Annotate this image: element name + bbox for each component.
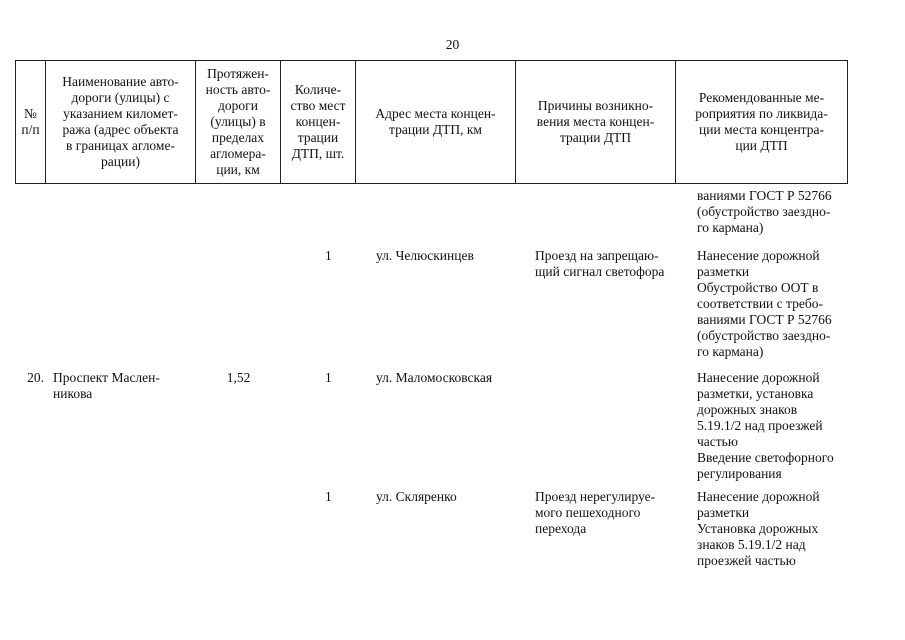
- header-accident-count: Количе- ство мест концен- трации ДТП, шт.: [281, 61, 356, 184]
- row-number: 20.: [27, 370, 44, 385]
- header-recommended-measures: Рекомендованные ме- роприятия по ликвида- ции места концентра- ции ДТП: [676, 61, 848, 184]
- continuation-text: ваниями ГОСТ Р 52766 (обустройство заездно- го кармана): [697, 188, 832, 235]
- header-road-name: Наименование авто- дороги (улицы) с указанием километ- ража (адрес объекта в границах агломе- рации): [46, 61, 196, 184]
- page-number: 20: [445, 37, 460, 52]
- header-number: № п/п: [16, 61, 46, 184]
- header-road-length: Протяжен- ность авто- дороги (улицы) в пределах агломера- ции, км: [196, 61, 281, 184]
- accident-cause: Проезд на запрещаю- щий сигнал светофора: [535, 248, 665, 279]
- road-length: 1,52: [226, 370, 251, 385]
- recommended-measures: Нанесение дорожной разметки, установка дорожных знаков 5.19.1/2 над проезжей частью Введение светофорного регулирования: [697, 370, 834, 481]
- accident-count: 1: [325, 248, 332, 263]
- accident-count: 1: [325, 489, 332, 504]
- accident-address: ул. Маломосковская: [376, 370, 493, 385]
- table-header: [15, 60, 848, 184]
- header-accident-causes: Причины возникно- вения места концен- трации ДТП: [516, 61, 676, 184]
- recommended-measures: Нанесение дорожной разметки Обустройство ООТ в соответствии с требо- ваниями ГОСТ Р 52766 (обустройство заездно- го кармана): [697, 248, 832, 359]
- recommended-measures: Нанесение дорожной разметки Установка дорожных знаков 5.19.1/2 над проезжей частью: [697, 489, 820, 568]
- accident-address: ул. Челюскинцев: [376, 248, 474, 263]
- accident-address: ул. Скляренко: [376, 489, 457, 504]
- road-name: Проспект Маслен- никова: [53, 370, 160, 401]
- header-accident-address: Адрес места концен- трации ДТП, км: [356, 61, 516, 184]
- accident-count: 1: [325, 370, 332, 385]
- accident-cause: Проезд нерегулируе- мого пешеходного перехода: [535, 489, 656, 536]
- header-row: [16, 61, 848, 184]
